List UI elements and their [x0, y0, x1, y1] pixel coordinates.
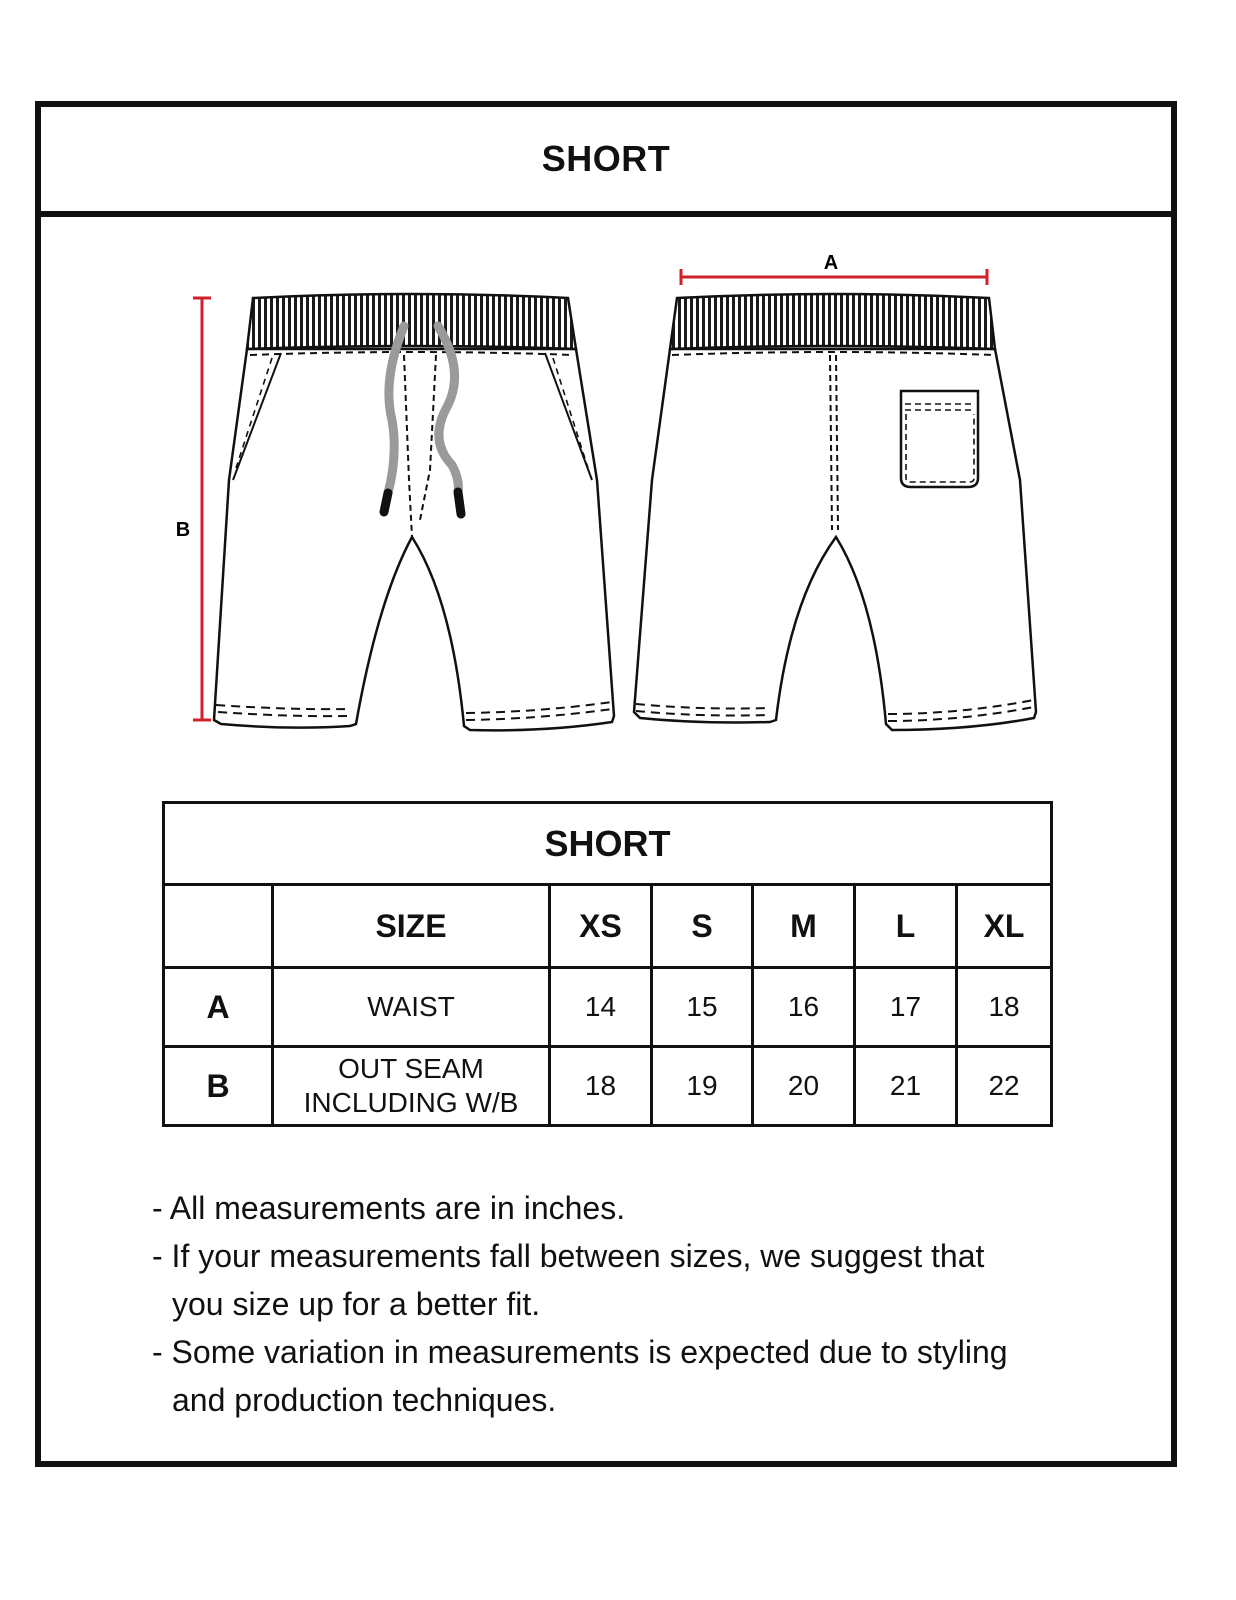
row-label-line: WAIST [367, 991, 455, 1022]
table-header-xl: XL [957, 885, 1052, 968]
table-cell: 19 [652, 1047, 753, 1126]
table-header-l: L [855, 885, 957, 968]
table-cell: 17 [855, 968, 957, 1047]
measure-b-label: B [175, 519, 191, 541]
row-key: A [164, 968, 273, 1047]
shorts-front-drawing [214, 294, 614, 730]
row-label-line: INCLUDING W/B [303, 1087, 519, 1118]
table-cell: 18 [550, 1047, 652, 1126]
table-title: SHORT [164, 803, 1052, 885]
shorts-back-drawing [634, 294, 1036, 730]
row-key: B [164, 1047, 273, 1126]
note-item: - All measurements are in inches. [152, 1190, 626, 1226]
size-table [162, 801, 1053, 1127]
table-row [164, 1047, 1052, 1126]
table-cell: 20 [753, 1047, 855, 1126]
page-title: SHORT [541, 138, 671, 179]
table-cell: 15 [652, 968, 753, 1047]
row-label-line: OUT SEAM [338, 1053, 484, 1084]
row-label [273, 1047, 550, 1126]
table-row [164, 968, 1052, 1047]
measure-a-label: A [823, 252, 839, 274]
table-cell: 14 [550, 968, 652, 1047]
row-label [273, 968, 550, 1047]
table-header-size: SIZE [273, 885, 550, 968]
note-item: - If your measurements fall between sizes, we suggest that you size up for a better fit. [152, 1238, 985, 1322]
table-header-m: M [753, 885, 855, 968]
table-cell: 21 [855, 1047, 957, 1126]
table-header-row [164, 885, 1052, 968]
notes-list [152, 1184, 1052, 1424]
note-item: - Some variation in measurements is expected due to styling and production techniques. [152, 1334, 1008, 1418]
table-cell: 16 [753, 968, 855, 1047]
table-header-xs: XS [550, 885, 652, 968]
table-header-blank [164, 885, 273, 968]
measure-b-line [193, 298, 211, 720]
table-cell: 22 [957, 1047, 1052, 1126]
table-cell: 18 [957, 968, 1052, 1047]
table-header-s: S [652, 885, 753, 968]
